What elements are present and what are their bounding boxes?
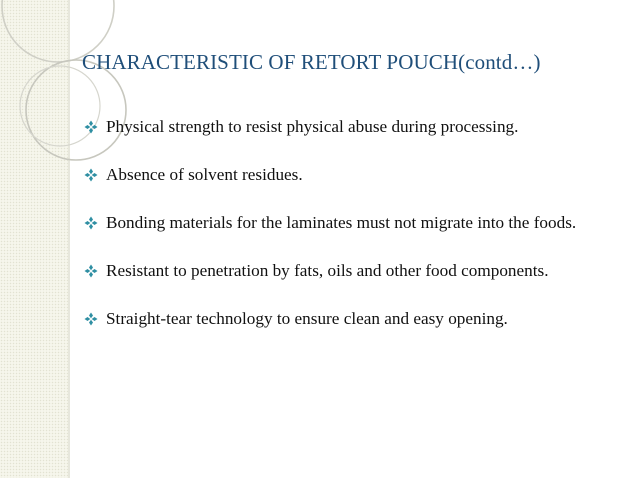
bullet-item-bonding-materials (84, 202, 602, 243)
bullet-item-physical-strength (84, 106, 602, 147)
four-petal-diamond-icon (84, 312, 98, 326)
bullet-item-straight-tear (84, 298, 602, 339)
four-petal-diamond-icon (84, 120, 98, 134)
four-petal-diamond-icon (84, 264, 98, 278)
bullet-text: Resistant to penetration by fats, oils and other food components. (106, 261, 549, 280)
bullet-item-penetration-resistance (84, 250, 602, 291)
bullet-list (84, 106, 602, 346)
bullet-text: Straight-tear technology to ensure clean and easy opening. (106, 309, 508, 328)
bullet-item-solvent-residues (84, 154, 602, 195)
bullet-text: Bonding materials for the laminates must not migrate into the foods. (106, 213, 577, 232)
four-petal-diamond-icon (84, 168, 98, 182)
bullet-text: Absence of solvent residues. (106, 165, 303, 184)
bullet-text: Physical strength to resist physical abuse during processing. (106, 117, 519, 136)
left-texture-band (0, 0, 68, 478)
band-edge-line (68, 0, 70, 478)
four-petal-diamond-icon (84, 216, 98, 230)
slide-title: CHARACTERISTIC OF RETORT POUCH(contd…) (82, 50, 541, 74)
